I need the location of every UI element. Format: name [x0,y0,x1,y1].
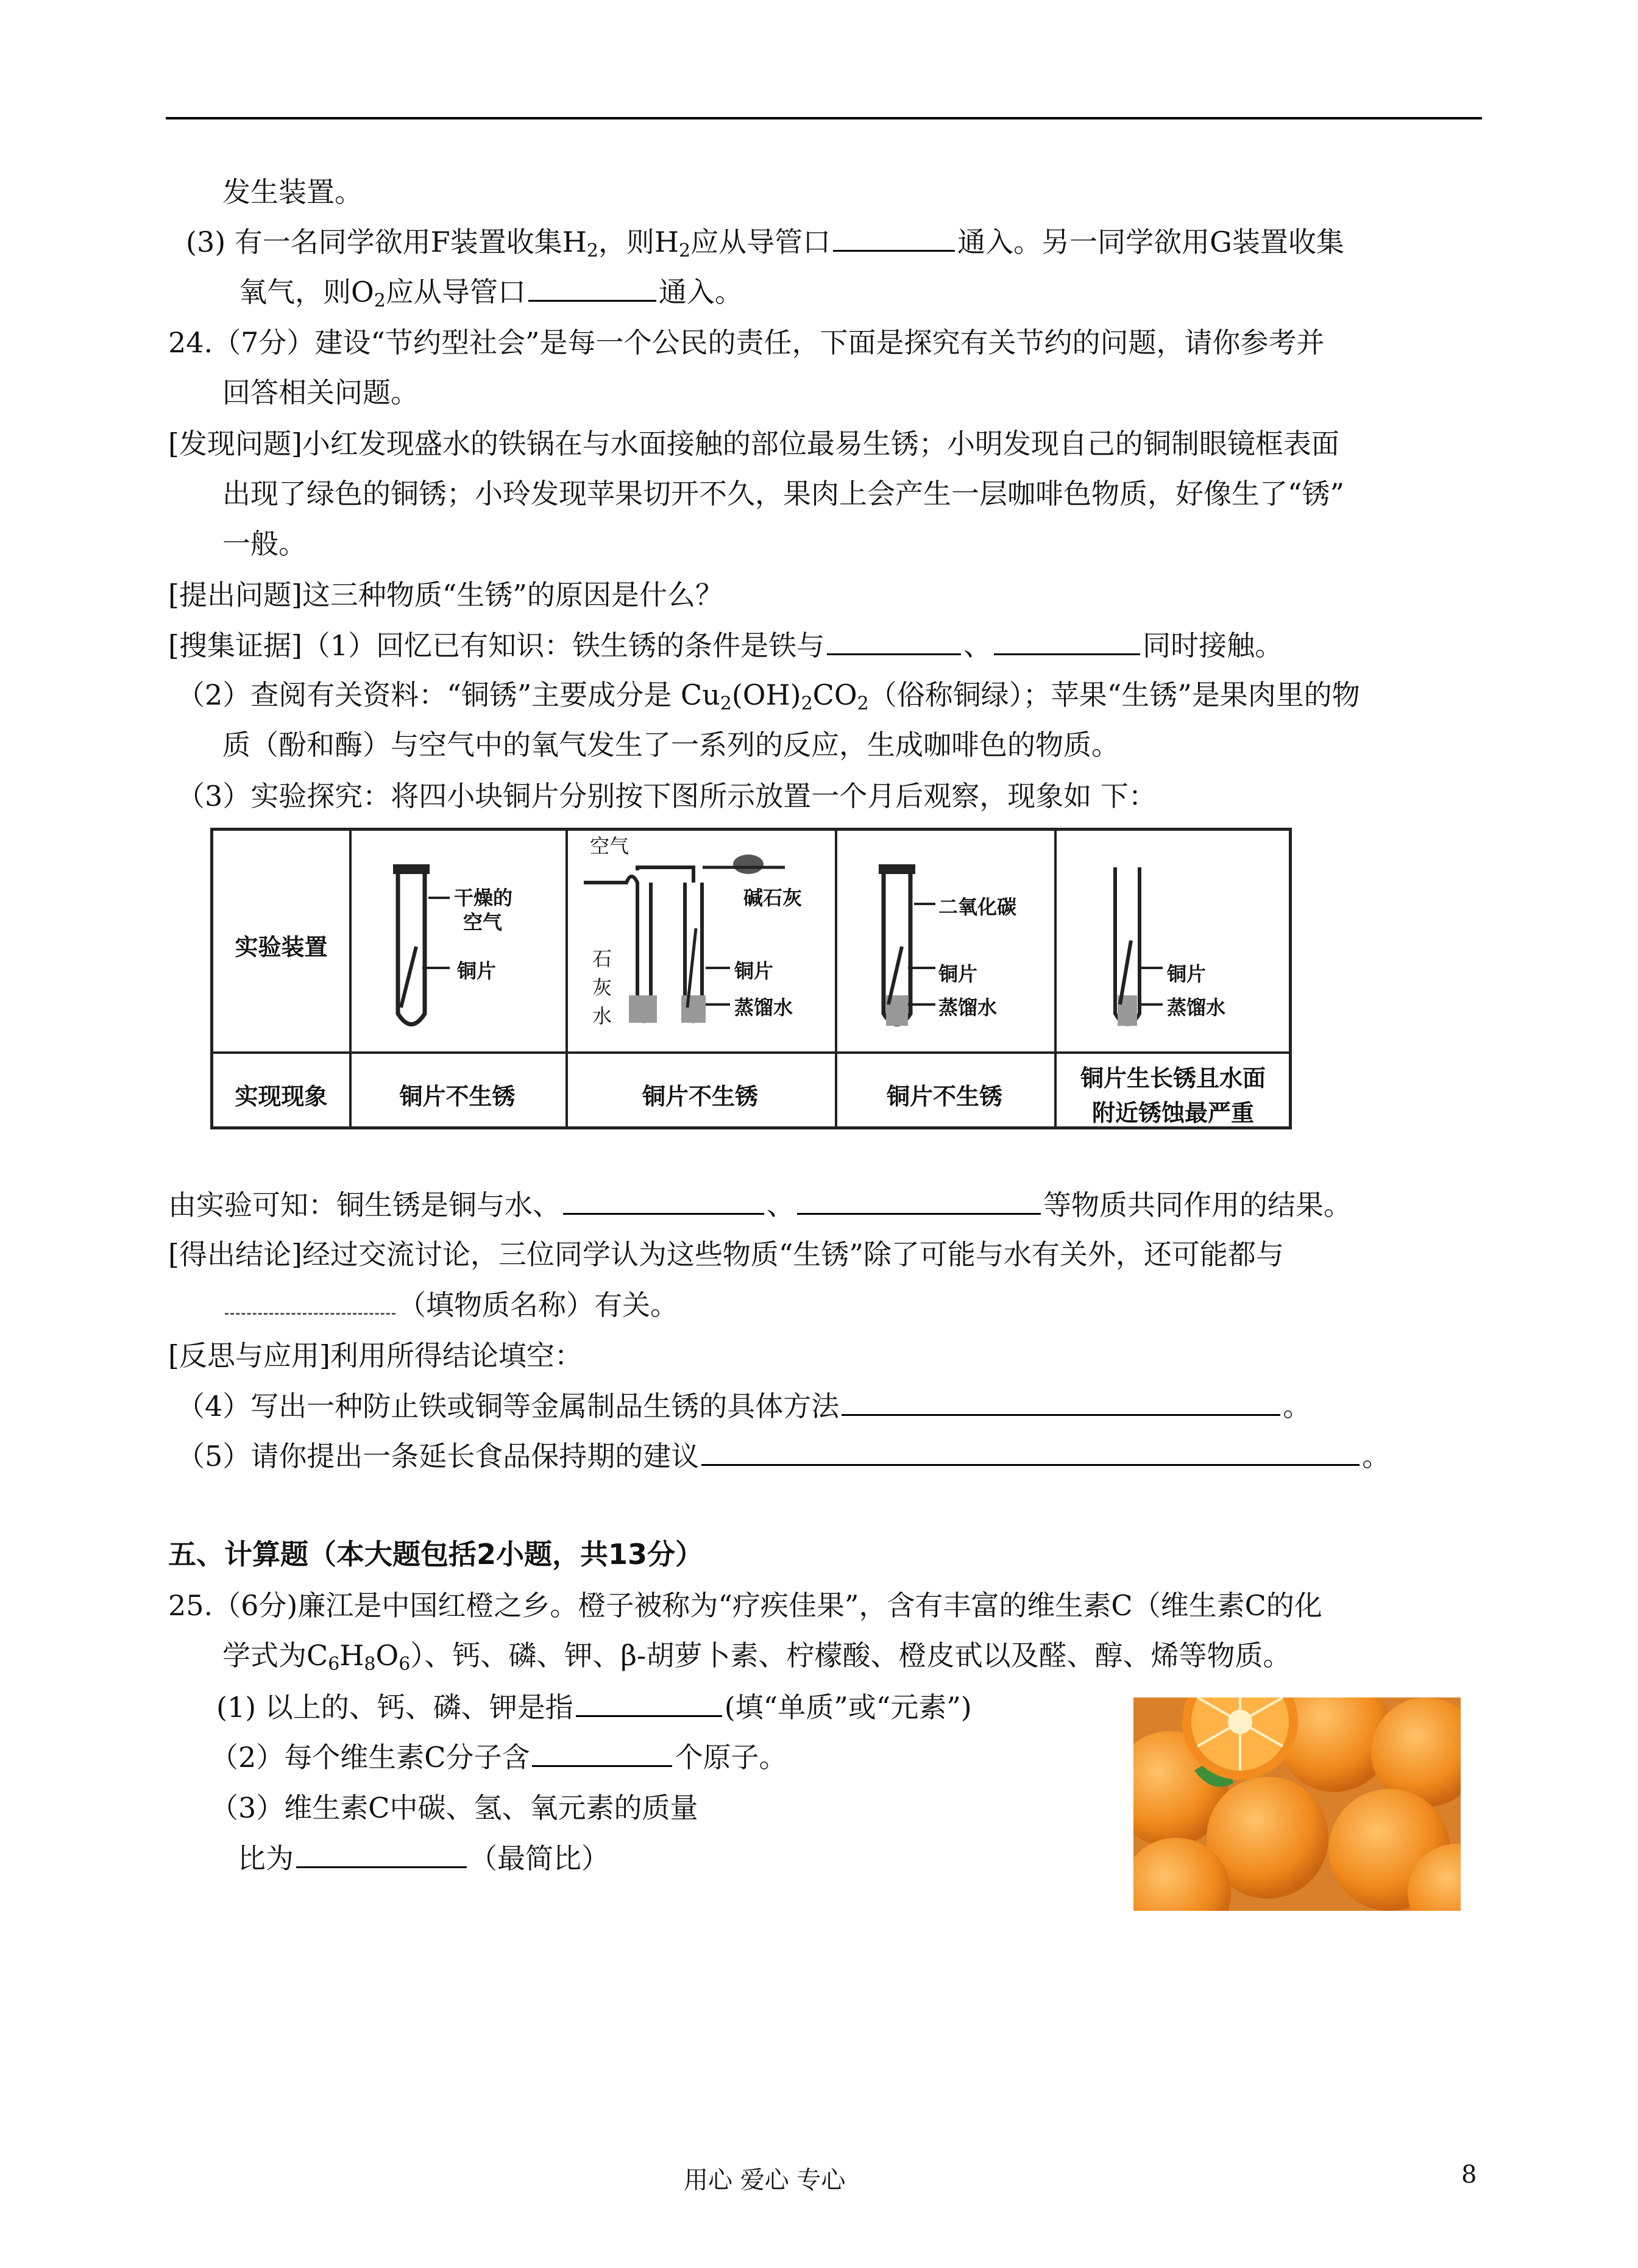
footer-motto: 用心 爱心 专心 [684,2166,846,2194]
result-2: 铜片不生锈 [642,1083,758,1110]
label-copper: 铜片 [734,959,774,983]
answer-blank[interactable] [225,1286,395,1315]
answer-blank[interactable] [576,1688,722,1717]
page-number: 8 [1461,2161,1477,2189]
label-distilled-water: 蒸馏水 [1167,996,1226,1019]
result-3: 铜片不生锈 [886,1083,1002,1110]
row-header-apparatus: 实验装置 [235,934,328,961]
answer-blank[interactable] [797,1186,1041,1215]
label-copper: 铜片 [457,959,497,983]
draw-conclusion: [得出结论]经过交流讨论，三位同学认为这些物质“生锈”除了可能与水有关外，还可能都与 [168,1238,1284,1271]
answer-blank[interactable] [842,1387,1280,1416]
question-25-3: （3）维生素C中碳、氢、氧元素的质量 [210,1791,698,1824]
label-distilled-water: 蒸馏水 [734,996,793,1019]
experiment-table [210,828,1292,1129]
answer-blank[interactable] [563,1186,764,1215]
label-air: 空气 [463,911,503,934]
question-25-1: (1) 以上的、钙、磷、钾是指 (填“单质”或“元素”) [216,1688,972,1726]
collect-evidence-1: [搜集证据]（1）回忆已有知识：铁生锈的条件是铁与 、 同时接触。 [168,627,1283,664]
question-25-title: 25.（6分)廉江是中国红橙之乡。橙子被称为“疗疾佳果”，含有丰富的维生素C（维生素C的化 [168,1589,1322,1622]
discover-problem: [发现问题]小红发现盛水的铁锅在与水面接触的部位最易生锈；小明发现自己的铜制眼镜框表面 [168,427,1339,460]
text-line: 质（酚和酶）与空气中的氧气发生了一系列的反应，生成咖啡色的物质。 [222,728,1119,761]
header-rule [166,117,1482,119]
section-5-title: 五、计算题（本大题包括2小题，共13分） [168,1538,704,1571]
label-lime-water: 石 [592,947,612,970]
question-3-line: 氧气，则$O_2$应从导管口 通入。 [239,273,743,319]
result-1: 铜片不生锈 [399,1083,516,1110]
answer-blank[interactable] [528,273,656,302]
text-line: 出现了绿色的铜锈；小玲发现苹果切开不久，果肉上会产生一层咖啡色物质，好像生了“锈” [222,477,1345,510]
collect-evidence-2: （2）查阅有关资料：“铜锈”主要成分是 $Cu_2(OH)_2CO_2$（俗称铜绿）；苹果“生锈”是果肉里的物 [177,678,1360,714]
text-line: 回答相关问题。 [222,376,419,409]
label-lime-water: 水 [592,1004,612,1028]
reflection-5: （5）请你提出一条延长食品保持期的建议 。 [177,1437,1390,1474]
question-25-3: 比为 （最简比） [238,1840,609,1877]
answer-blank[interactable] [296,1840,467,1868]
label-co2: 二氧化碳 [938,895,1017,919]
result-4: 附近锈蚀最严重 [1091,1100,1254,1126]
question-24-title: 24.（7分）建设“节约型社会”是每一个公民的责任，下面是探究有关节约的问题，请你参考并 [168,326,1325,359]
result-4: 铜片生长锈且水面 [1080,1065,1266,1092]
label-soda-lime: 碱石灰 [743,886,803,909]
label-air: 空气 [590,834,629,858]
label-copper: 铜片 [938,962,978,986]
draw-conclusion: （填物质名称）有关。 [222,1286,678,1323]
label-distilled-water: 蒸馏水 [938,996,998,1019]
reflection-heading: [反思与应用]利用所得结论填空： [168,1339,583,1372]
question-25-formula: 学式为$C_6H_8O_6$）、钙、磷、钾、β-胡萝卜素、柠檬酸、橙皮甙以及醛、醇、烯等物质。 [222,1639,1291,1675]
answer-blank[interactable] [701,1437,1360,1466]
reflection-4: （4）写出一种防止铁或铜等金属制品生锈的具体方法 。 [177,1387,1311,1424]
answer-blank[interactable] [994,627,1140,655]
text-line: 一般。 [222,527,307,560]
raise-question: [提出问题]这三种物质“生锈”的原因是什么？ [168,578,723,611]
label-copper: 铜片 [1167,962,1207,986]
row-header-phenomenon: 实现现象 [235,1083,328,1110]
answer-blank[interactable] [827,627,961,655]
label-dry: 干燥的 [454,886,513,909]
apparatus-dry-air [349,831,566,1051]
text-line: 发生装置。 [222,176,363,208]
question-3-line: (3) 有一名同学欲用F装置收集$H_2$，则$H_2$应从导管口 通入。另一同学欲用G装置收集 [186,223,1344,269]
experiment-result: 由实验可知：铜生锈是铜与水、 、 等物质共同作用的结果。 [168,1186,1352,1223]
experiment-intro: （3）实验探究：将四小块铜片分别按下图所示放置一个月后观察，现象如 下： [177,780,1157,812]
question-25-2: （2）每个维生素C分子含 个原子。 [210,1738,787,1776]
answer-blank[interactable] [833,223,955,252]
answer-blank[interactable] [532,1738,672,1767]
label-lime-water: 灰 [592,976,612,999]
oranges-photo [1133,1697,1461,1911]
